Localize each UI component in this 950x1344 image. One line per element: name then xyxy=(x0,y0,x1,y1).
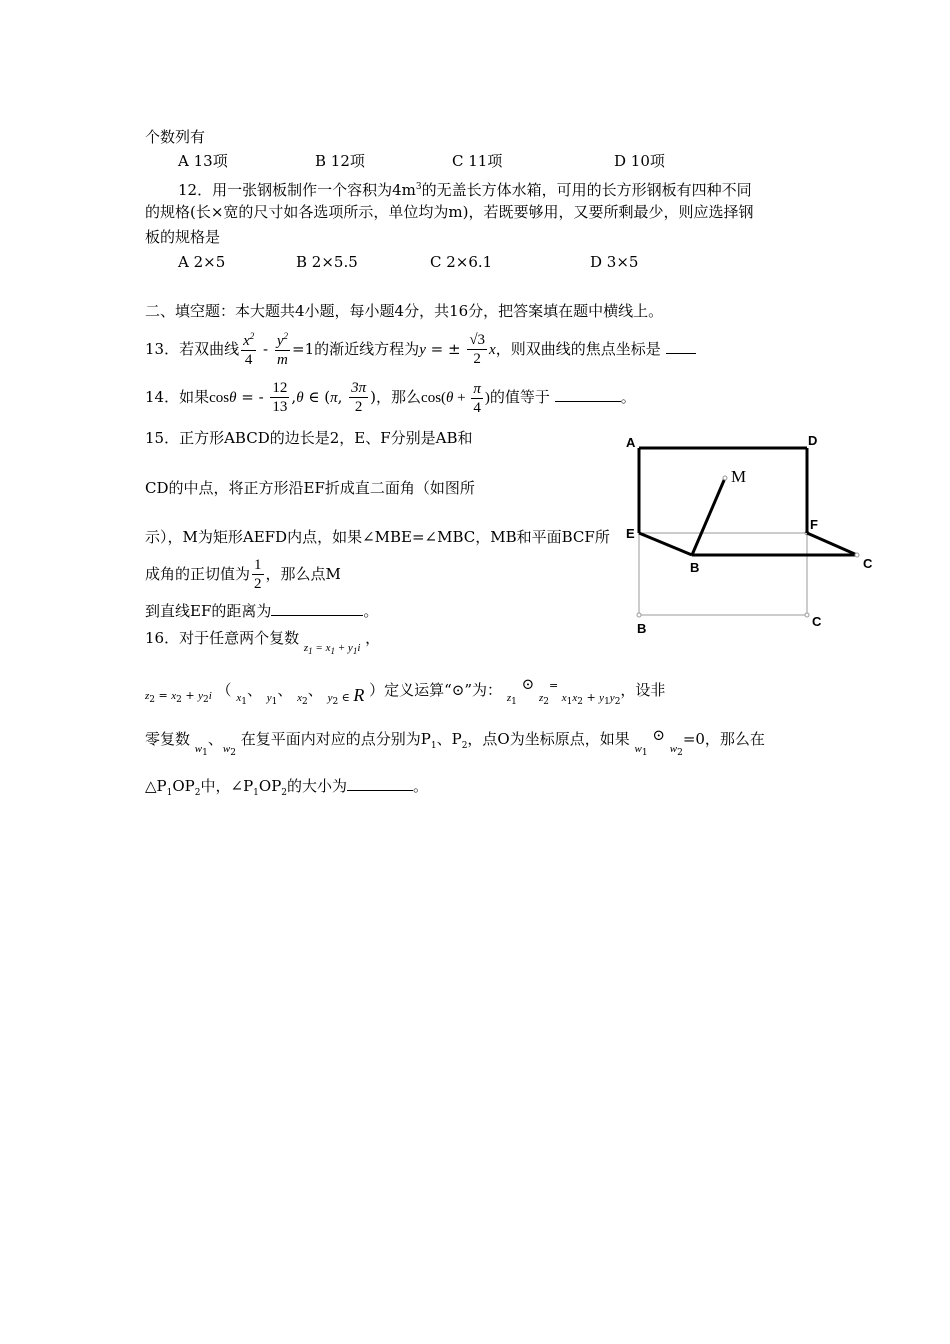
q14: 14．如果cosθ = - $\frac{12}{13}$ ,θ ∈ (π, $\frac{3\pi}{2}$ )，那么cos(θ + $\frac{\pi}{4}$ )的值等于 。 xyxy=(145,380,636,416)
option-d: D 10项 xyxy=(614,152,665,170)
q16-line4: $\triangle P_1OP_2$中，$\angle P_1OP_2$的大小为 。 xyxy=(145,777,429,798)
q16-text-i: 的大小为 xyxy=(287,777,348,795)
option-a: A 2×5 xyxy=(178,253,226,271)
folded-square-figure xyxy=(620,425,880,640)
q16-text-c: ，设非 xyxy=(620,681,666,699)
q16-text-f: ，点O为坐标原点，如果 xyxy=(467,730,630,748)
q15-line4 xyxy=(145,556,341,594)
q12-text-a: 12．用一张钢板制作一个容积为4m xyxy=(178,181,416,199)
label-b: B xyxy=(637,621,647,636)
frac-3pi-2: $\frac{3\pi}{2}$ xyxy=(351,380,367,415)
answer-blank[interactable] xyxy=(271,601,363,616)
answer-blank[interactable] xyxy=(347,776,413,791)
q15-text-b: ，那么点M xyxy=(265,565,341,583)
point-m xyxy=(723,476,727,480)
q16-text-a: 16．对于任意两个复数 xyxy=(145,629,300,647)
lower-rectangle xyxy=(639,533,807,615)
label-e: E xyxy=(626,526,635,541)
q15-text-d: 。 xyxy=(363,602,379,620)
q14-text-d: 。 xyxy=(620,388,636,406)
q16-text-b: 定义运算“⊙”为： xyxy=(384,681,503,699)
q15-line2: CD的中点，将正方形沿EF折成直二面角（如图所 xyxy=(145,479,475,497)
option-c: C 2×6.1 xyxy=(430,253,493,271)
point-c-lower xyxy=(805,613,809,617)
q16-line2: $_{z_2 = x_2 + y_2i}$ （ $_{x_1}$、 $_{y_1}$、 $_{x_2}$、 $_{y_2 \in R}$ ）定义运算“⊙”为： $_{z_1}$ ⊙ $_{z_2= x_1x_2 + y_1y_2}$，设非 xyxy=(145,675,666,708)
label-m: M xyxy=(731,467,747,486)
q16-text-j: 。 xyxy=(413,777,429,795)
q13: 13．若双曲线 $\frac{x^2}{4}$ - $\frac{y^2}{m}$ =1的渐近线方程为y = ± $\frac{√3}{2}$ x，则双曲线的焦点坐标是 xyxy=(145,330,696,370)
q15-line3: 示），M为矩形AEFD内点，如果∠MBE=∠MBC，MB和平面BCF所 xyxy=(145,528,610,546)
answer-blank[interactable] xyxy=(555,387,621,402)
label-f: F xyxy=(810,517,818,532)
option-b: B 2×5.5 xyxy=(296,253,358,271)
frac-1-2: $\frac{1}{2}$ xyxy=(254,557,262,592)
q15-line5 xyxy=(145,600,378,622)
frac-x2-4: $\frac{x^2}{4}$ xyxy=(243,331,255,368)
frac-sqrt3-2: $\frac{√3}{2}$ xyxy=(469,332,486,367)
q13-text-a: 13．若双曲线 xyxy=(145,340,240,358)
q12-line3: 板的规格是 xyxy=(145,228,221,246)
label-d: D xyxy=(808,433,818,448)
edge-eb xyxy=(639,533,692,555)
point-c xyxy=(855,553,859,557)
q16-line1: 16．对于任意两个复数 $_{z_1 = x_1 + y_1i}$ ， xyxy=(145,629,381,657)
q16-line3: 零复数 $_{w_1}$、$_{w_2}$ 在复平面内对应的点分别为$P_1$、$P_2$，点O为坐标原点，如果 $_{w_1}$ ⊙ $_{w_2}$=0，那么在 xyxy=(145,726,765,759)
label-b-folded: B xyxy=(690,560,700,575)
q16-text-e: 在复平面内对应的点分别为P xyxy=(240,730,431,748)
q12-line2: 的规格(长×宽的尺寸如各选项所示，单位均为m)，若既要够用，又要所剩最少，则应选择钢 xyxy=(145,203,754,221)
option-a: A 13项 xyxy=(178,152,228,170)
section-heading: 二、填空题：本大题共4小题，每小题4分，共16分，把答案填在题中横线上。 xyxy=(145,302,664,320)
q15-text-a: 成角的正切值为 xyxy=(145,565,251,583)
frac-y2-m: $\frac{y^2}{m}$ xyxy=(276,331,289,368)
q12-sup: 3 xyxy=(415,182,422,192)
option-c: C 11项 xyxy=(452,152,503,170)
edge-fc xyxy=(807,533,857,555)
frac-12-13: $\frac{12}{13}$ xyxy=(272,380,288,415)
q15-line1: 15．正方形ABCD的边长是2，E、F分别是AB和 xyxy=(145,429,473,447)
q12-line1 xyxy=(178,176,752,201)
label-c: C xyxy=(812,614,822,629)
q13-text-b: 的渐近线方程为 xyxy=(314,340,420,358)
q16-text-g: =0，那么在 xyxy=(682,730,765,748)
label-c-folded: C xyxy=(863,556,873,571)
label-a: A xyxy=(626,435,636,450)
q15-text-c: 到直线EF的距离为 xyxy=(145,602,272,620)
q12-text-b: 的无盖长方体水箱，可用的长方形钢板有四种不同 xyxy=(421,181,752,199)
segment-mb xyxy=(692,478,725,555)
q14-text-b: ，那么 xyxy=(376,388,422,406)
q14-text-c: 的值等于 xyxy=(489,388,550,406)
frac-pi-4: $\frac{\pi}{4}$ xyxy=(473,380,481,416)
q11-tail: 个数列有 xyxy=(145,128,206,146)
option-b: B 12项 xyxy=(315,152,365,170)
point-b-lower xyxy=(637,613,641,617)
q13-text-c: ，则双曲线的焦点坐标是 xyxy=(495,340,661,358)
answer-blank[interactable] xyxy=(666,339,696,354)
q14-text-a: 14．如果 xyxy=(145,388,210,406)
option-d: D 3×5 xyxy=(590,253,639,271)
q16-text-h: 中，∠P xyxy=(200,777,254,795)
q16-text-d: 零复数 xyxy=(145,730,191,748)
